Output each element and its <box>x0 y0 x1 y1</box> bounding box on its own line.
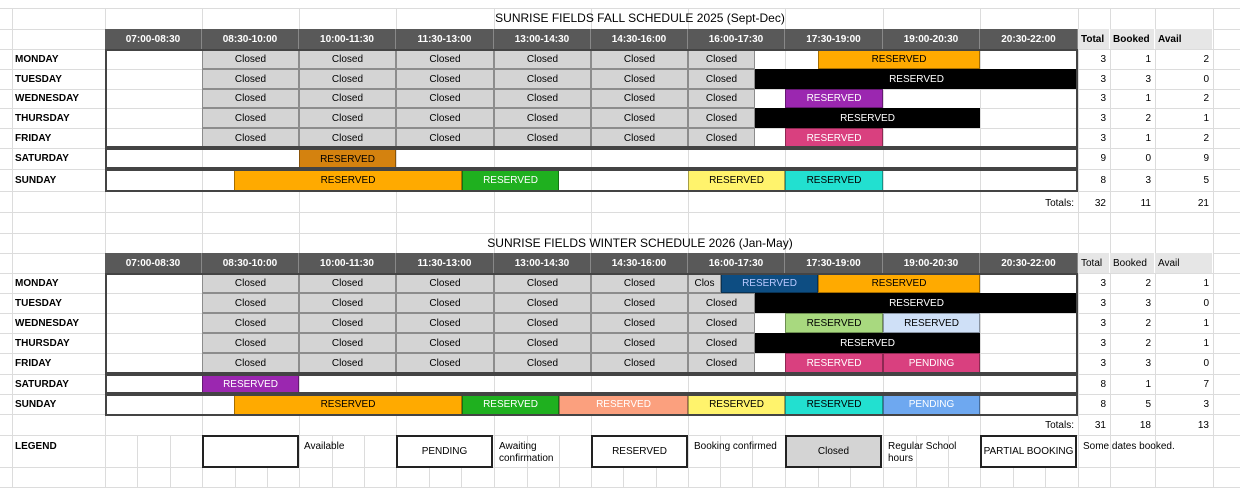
grid-line-v <box>170 435 171 487</box>
summary-total: 9 <box>1100 153 1106 164</box>
legend-text-1: Available <box>304 441 345 452</box>
time-header-08:30-10:00: 08:30-10:00 <box>202 29 299 49</box>
summary-total: 3 <box>1100 53 1106 65</box>
closed-slot[interactable]: Closed <box>591 273 688 293</box>
summary-avail: 2 <box>1203 93 1209 104</box>
summary-avail: 1 <box>1203 337 1209 349</box>
reserved-slot[interactable]: RESERVED <box>462 170 559 191</box>
closed-slot[interactable]: Closed <box>494 313 591 333</box>
reserved-slot[interactable]: RESERVED <box>721 273 818 293</box>
day-label-thursday: THURSDAY <box>15 337 70 349</box>
summary-booked: 3 <box>1145 174 1151 186</box>
summary-booked: 3 <box>1145 73 1151 85</box>
fall-totals-total: 32 <box>1094 197 1106 209</box>
day-label-friday: FRIDAY <box>15 132 52 144</box>
closed-slot[interactable]: Closed <box>494 353 591 374</box>
reserved-slot[interactable]: RESERVED <box>234 394 462 415</box>
winter-totals-label: Totals: <box>1045 420 1074 431</box>
closed-slot[interactable]: Closed <box>494 69 591 89</box>
summary-total: 3 <box>1100 297 1106 309</box>
summary-booked: 1 <box>1145 53 1151 65</box>
closed-slot[interactable]: Closed <box>688 293 755 313</box>
day-label-monday: MONDAY <box>15 53 59 65</box>
closed-slot[interactable]: Closed <box>299 128 396 148</box>
grid-line-v <box>105 8 106 487</box>
closed-slot[interactable]: Closed <box>494 128 591 148</box>
reserved-slot[interactable]: RESERVED <box>755 69 1078 89</box>
reserved-slot[interactable]: RESERVED <box>462 394 559 415</box>
summary-avail: 1 <box>1203 112 1209 124</box>
summary-booked: 5 <box>1145 399 1151 410</box>
legend-swatch-1 <box>202 435 299 468</box>
closed-slot[interactable]: Closed <box>299 353 396 374</box>
summary-total: 3 <box>1100 317 1106 329</box>
summary-total: 8 <box>1100 174 1106 186</box>
closed-slot[interactable]: Closed <box>396 353 494 374</box>
grid-line-h <box>0 212 1240 213</box>
closed-slot[interactable]: Closed <box>299 89 396 108</box>
closed-slot[interactable]: Closed <box>396 128 494 148</box>
closed-slot[interactable]: Closed <box>688 89 755 108</box>
day-label-wednesday: WEDNESDAY <box>15 93 80 104</box>
summary-avail: 2 <box>1203 132 1209 144</box>
summary-total: 3 <box>1100 277 1106 289</box>
reserved-slot[interactable]: RESERVED <box>785 89 883 108</box>
winter-totals-booked: 18 <box>1139 419 1151 431</box>
time-header-07:00-08:30: 07:00-08:30 <box>105 29 202 49</box>
time-header-19:00-20:30: 19:00-20:30 <box>883 29 980 49</box>
summary-avail: 7 <box>1203 378 1209 390</box>
reserved-slot[interactable]: RESERVED <box>755 293 1078 313</box>
grid-line-h <box>0 191 1240 192</box>
time-header-10:00-11:30: 10:00-11:30 <box>299 253 396 273</box>
summary-total: 3 <box>1100 112 1106 124</box>
summary-booked: 2 <box>1145 112 1151 124</box>
reserved-slot[interactable]: RESERVED <box>688 394 785 415</box>
day-label-friday: FRIDAY <box>15 358 52 369</box>
summary-booked: 1 <box>1145 132 1151 144</box>
closed-slot[interactable]: Closed <box>299 49 396 69</box>
closed-slot[interactable]: Closed <box>396 69 494 89</box>
winter-totals-avail: 13 <box>1197 419 1209 431</box>
closed-slot[interactable]: Closed <box>688 333 755 353</box>
closed-slot[interactable]: Closed <box>591 108 688 128</box>
closed-slot[interactable]: Closed <box>299 69 396 89</box>
summary-total: 3 <box>1100 93 1106 104</box>
day-label-tuesday: TUESDAY <box>15 297 62 309</box>
summary-total: 8 <box>1100 399 1106 410</box>
closed-slot[interactable]: Closed <box>299 293 396 313</box>
closed-slot[interactable]: Closed <box>591 89 688 108</box>
time-header-16:00-17:30: 16:00-17:30 <box>688 253 785 273</box>
closed-slot[interactable]: Closed <box>591 293 688 313</box>
closed-slot[interactable]: Closed <box>202 108 299 128</box>
day-label-monday: MONDAY <box>15 277 59 289</box>
summary-booked: 2 <box>1145 337 1151 349</box>
closed-slot[interactable]: Closed <box>202 273 299 293</box>
closed-slot[interactable]: Closed <box>688 353 755 374</box>
grid-line-v <box>1213 8 1214 487</box>
closed-slot[interactable]: Closed <box>202 293 299 313</box>
closed-slot[interactable]: Closed <box>494 273 591 293</box>
summary-total: 3 <box>1100 132 1106 144</box>
closed-slot[interactable]: Closed <box>202 49 299 69</box>
summary-avail: 0 <box>1203 297 1209 309</box>
legend-title: LEGEND <box>15 440 57 452</box>
closed-slot[interactable]: Closed <box>688 108 755 128</box>
grid-line-h <box>0 233 1240 234</box>
closed-slot[interactable]: Closed <box>396 49 494 69</box>
summary-avail: 2 <box>1203 53 1209 65</box>
time-header-10:00-11:30: 10:00-11:30 <box>299 29 396 49</box>
closed-slot[interactable]: Closed <box>202 333 299 353</box>
summary-avail: 5 <box>1203 174 1209 186</box>
closed-slot[interactable]: Closed <box>591 313 688 333</box>
fall-totals-booked: 11 <box>1140 197 1151 209</box>
time-header-19:00-20:30: 19:00-20:30 <box>883 253 980 273</box>
closed-slot[interactable]: Closed <box>299 333 396 353</box>
summary-header-avail: Avail <box>1155 253 1213 273</box>
day-label-wednesday: WEDNESDAY <box>15 317 80 329</box>
pending-slot[interactable]: PENDING <box>883 394 980 415</box>
closed-slot[interactable]: Closed <box>688 69 755 89</box>
summary-header-booked: Booked <box>1110 29 1155 49</box>
reserved-slot[interactable]: RESERVED <box>818 49 980 69</box>
closed-slot[interactable]: Closed <box>202 128 299 148</box>
summary-header-booked: Booked <box>1110 253 1155 273</box>
summary-avail: 3 <box>1203 399 1209 410</box>
summary-header-avail: Avail <box>1155 29 1213 49</box>
closed-slot[interactable]: Closed <box>591 49 688 69</box>
grid-line-h <box>0 374 1240 375</box>
time-header-07:00-08:30: 07:00-08:30 <box>105 253 202 273</box>
closed-slot[interactable]: Closed <box>299 313 396 333</box>
reserved-slot[interactable]: RESERVED <box>785 353 883 374</box>
time-header-11:30-13:00: 11:30-13:00 <box>396 253 494 273</box>
closed-slot[interactable]: Closed <box>202 69 299 89</box>
summary-avail: 9 <box>1203 153 1209 164</box>
day-label-saturday: SATURDAY <box>15 153 69 164</box>
time-header-20:30-22:00: 20:30-22:00 <box>980 29 1078 49</box>
reserved-slot[interactable]: RESERVED <box>755 333 980 353</box>
summary-avail: 1 <box>1203 317 1209 329</box>
pending-slot[interactable]: PENDING <box>883 353 980 374</box>
day-label-sunday: SUNDAY <box>15 174 57 186</box>
closed-slot[interactable]: Closed <box>591 333 688 353</box>
closed-slot[interactable]: Closed <box>688 128 755 148</box>
summary-total: 8 <box>1100 378 1106 390</box>
summary-avail: 0 <box>1203 73 1209 85</box>
winter-totals-total: 31 <box>1094 419 1106 431</box>
time-header-17:30-19:00: 17:30-19:00 <box>785 29 883 49</box>
closed-slot[interactable]: Closed <box>396 293 494 313</box>
reserved-slot[interactable]: RESERVED <box>785 170 883 191</box>
day-label-saturday: SATURDAY <box>15 378 69 390</box>
summary-booked: 0 <box>1145 153 1151 164</box>
reserved-slot[interactable]: RESERVED <box>202 374 299 394</box>
legend-text-2: Awaiting confirmation <box>499 441 554 464</box>
summary-total: 3 <box>1100 73 1106 85</box>
time-header-20:30-22:00: 20:30-22:00 <box>980 253 1078 273</box>
grid-line-v <box>137 435 138 487</box>
closed-slot[interactable]: Closed <box>299 108 396 128</box>
closed-slot[interactable]: Closed <box>688 313 755 333</box>
reserved-slot[interactable]: RESERVED <box>299 149 396 169</box>
closed-slot[interactable]: Closed <box>396 89 494 108</box>
reserved-slot[interactable]: RESERVED <box>234 170 462 191</box>
fall-totals-avail: 21 <box>1197 197 1209 209</box>
day-label-tuesday: TUESDAY <box>15 73 62 85</box>
closed-slot[interactable]: Closed <box>396 313 494 333</box>
day-label-sunday: SUNDAY <box>15 399 57 410</box>
closed-slot[interactable]: Closed <box>688 49 755 69</box>
summary-booked: 1 <box>1145 378 1151 390</box>
summary-header-total: Total <box>1078 29 1110 49</box>
reserved-slot[interactable]: RESERVED <box>785 313 883 333</box>
summary-booked: 3 <box>1145 297 1151 309</box>
fall-totals-label: Totals: <box>1045 198 1074 209</box>
time-header-11:30-13:00: 11:30-13:00 <box>396 29 494 49</box>
closed-slot[interactable]: Closed <box>494 89 591 108</box>
summary-booked: 2 <box>1145 277 1151 289</box>
closed-slot[interactable]: Closed <box>202 353 299 374</box>
closed-slot[interactable]: Closed <box>299 273 396 293</box>
day-label-thursday: THURSDAY <box>15 112 70 124</box>
legend-swatch-4: Closed <box>785 435 882 468</box>
reserved-slot[interactable]: RESERVED <box>688 170 785 191</box>
grid-line-h <box>0 148 1240 149</box>
time-header-14:30-16:00: 14:30-16:00 <box>591 253 688 273</box>
reserved-slot[interactable]: RESERVED <box>559 394 688 415</box>
reserved-slot[interactable]: RESERVED <box>883 313 980 333</box>
reserved-slot[interactable]: RESERVED <box>818 273 980 293</box>
legend-text-4: Regular School hours <box>888 441 957 464</box>
time-header-14:30-16:00: 14:30-16:00 <box>591 29 688 49</box>
summary-avail: 0 <box>1203 358 1209 369</box>
reserved-slot[interactable]: RESERVED <box>785 394 883 415</box>
closed-slot[interactable]: Closed <box>396 333 494 353</box>
closed-slot[interactable]: Closed <box>396 273 494 293</box>
closed-slot[interactable]: Closed <box>494 49 591 69</box>
closed-slot[interactable]: Closed <box>202 89 299 108</box>
closed-slot[interactable]: Closed <box>494 333 591 353</box>
fall-title: SUNRISE FIELDS FALL SCHEDULE 2025 (Sept-Dec) <box>495 11 785 25</box>
legend-text-3: Booking confirmed <box>694 441 777 452</box>
grid-line-h <box>0 169 1240 170</box>
closed-slot[interactable]: Closed <box>396 108 494 128</box>
closed-slot[interactable]: Clos <box>688 273 721 293</box>
grid-line-h <box>0 8 1240 9</box>
summary-total: 3 <box>1100 337 1106 349</box>
reserved-slot[interactable]: RESERVED <box>755 108 980 128</box>
time-header-08:30-10:00: 08:30-10:00 <box>202 253 299 273</box>
summary-header-total: Total <box>1078 253 1110 273</box>
time-header-17:30-19:00: 17:30-19:00 <box>785 253 883 273</box>
summary-total: 3 <box>1100 358 1106 369</box>
closed-slot[interactable]: Closed <box>591 128 688 148</box>
closed-slot[interactable]: Closed <box>494 293 591 313</box>
summary-booked: 2 <box>1145 317 1151 329</box>
closed-slot[interactable]: Closed <box>202 313 299 333</box>
summary-avail: 1 <box>1203 277 1209 289</box>
legend-swatch-5: PARTIAL BOOKING <box>980 435 1077 468</box>
closed-slot[interactable]: Closed <box>591 69 688 89</box>
summary-booked: 1 <box>1145 93 1151 104</box>
legend-swatch-3: RESERVED <box>591 435 688 468</box>
time-header-13:00-14:30: 13:00-14:30 <box>494 29 591 49</box>
legend-text-5: Some dates booked. <box>1083 441 1175 452</box>
legend-swatch-2: PENDING <box>396 435 493 468</box>
time-header-13:00-14:30: 13:00-14:30 <box>494 253 591 273</box>
reserved-slot[interactable]: RESERVED <box>785 128 883 148</box>
time-header-16:00-17:30: 16:00-17:30 <box>688 29 785 49</box>
closed-slot[interactable]: Closed <box>494 108 591 128</box>
winter-title: SUNRISE FIELDS WINTER SCHEDULE 2026 (Jan-May) <box>487 236 793 250</box>
closed-slot[interactable]: Closed <box>591 353 688 374</box>
summary-booked: 3 <box>1145 358 1151 369</box>
